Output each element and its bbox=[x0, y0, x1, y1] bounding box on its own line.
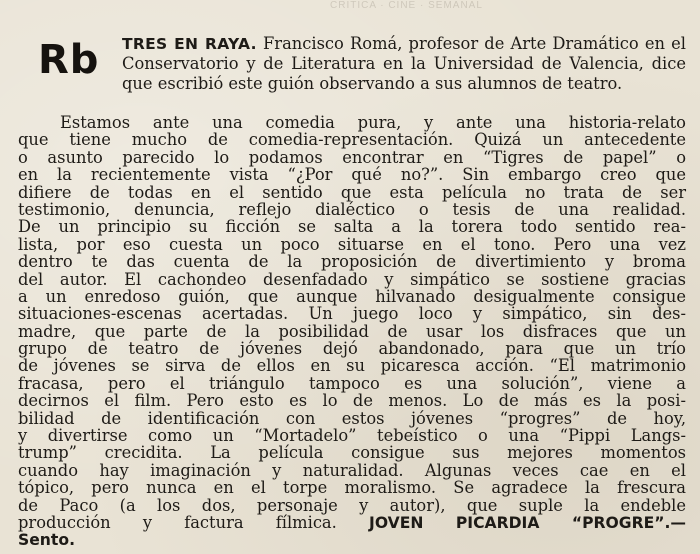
review-line: lista, por eso cuesta un poco situarse en el tono. Pero una vez bbox=[18, 234, 686, 254]
review-line: situaciones-escenas acertadas. Un juego loco y simpático, sin des- bbox=[18, 304, 686, 324]
review-line: bilidad de identificación con estos jóvenes “progres” de hoy, bbox=[18, 408, 686, 428]
review-closing-line bbox=[18, 514, 686, 531]
review-line: en la recientemente vista “¿Por qué no?”. Sin embargo creo que bbox=[18, 165, 686, 185]
review-line: difiere de todas en el sentido que esta película no trata de ser bbox=[18, 182, 686, 202]
review-line: y divertirse como un “Mortadelo” tebeístico o una “Pippi Langs- bbox=[18, 426, 686, 446]
review-line: grupo de teatro de jóvenes dejó abandonado, para que un trío bbox=[18, 339, 686, 359]
review-line: madre, que parte de la posibilidad de usar los disfraces que un bbox=[18, 321, 686, 341]
bleed-through-text: CRITICA · CINE · SEMANAL bbox=[330, 0, 483, 11]
review-line: fracasa, pero el triángulo tampoco es una solución”, viene a bbox=[18, 373, 686, 393]
publication-logo: Rb bbox=[38, 37, 100, 83]
review-intro bbox=[122, 34, 686, 94]
review-line: que tiene mucho de comedia-representación. Quizá un antecedente bbox=[18, 130, 686, 150]
review-line: tópico, pero nunca en el torpe moralismo. Se agradece la frescura bbox=[18, 478, 686, 498]
review-line: de jóvenes se sirva de ellos en su picaresca acción. “El matrimonio bbox=[18, 356, 686, 376]
closing-lead: producción y factura fílmica. bbox=[18, 512, 337, 532]
review-line: De un principio su ficción se salta a la torera todo sentido rea- bbox=[18, 217, 686, 237]
review-line: a un enredoso guión, que aunque hilvanado desigualmente consigue bbox=[18, 286, 686, 306]
review-line: testimonio, denuncia, reflejo dialéctico o tesis de una realidad. bbox=[18, 199, 686, 219]
review-verdict: JOVEN PICARDIA “PROGRE”.— bbox=[369, 513, 687, 532]
film-title: TRES EN RAYA. bbox=[122, 35, 257, 53]
review-line: dentro te das cuenta de la proposición de divertimiento y broma bbox=[18, 252, 686, 272]
review-body bbox=[18, 114, 686, 549]
review-line: del autor. El cachondeo desenfadado y simpático se sostiene gracias bbox=[18, 269, 686, 289]
review-line: de Paco (a los dos, personaje y autor), que suple la endeble bbox=[18, 495, 686, 515]
reviewer-signature: Sento. bbox=[18, 531, 75, 550]
review-line: trump” crecidita. La película consigue sus mejores momentos bbox=[18, 443, 686, 463]
review-line: Estamos ante una comedia pura, y ante una historia-relato bbox=[60, 113, 686, 132]
intro-text: Francisco Romá, profesor de Arte Dramático en el Conservatorio y de Literatura en la Universidad de Valencia, dice que escribió este guión observando a sus alumnos de teatro. bbox=[122, 34, 686, 93]
review-signature-line bbox=[18, 531, 686, 548]
review-line: decirnos el film. Pero esto es lo de menos. Lo de más es la posi- bbox=[18, 391, 686, 411]
review-line: o asunto parecido lo podamos encontrar en “Tigres de papel” o bbox=[18, 147, 686, 167]
review-line: cuando hay imaginación y naturalidad. Algunas veces cae en el bbox=[18, 460, 686, 480]
